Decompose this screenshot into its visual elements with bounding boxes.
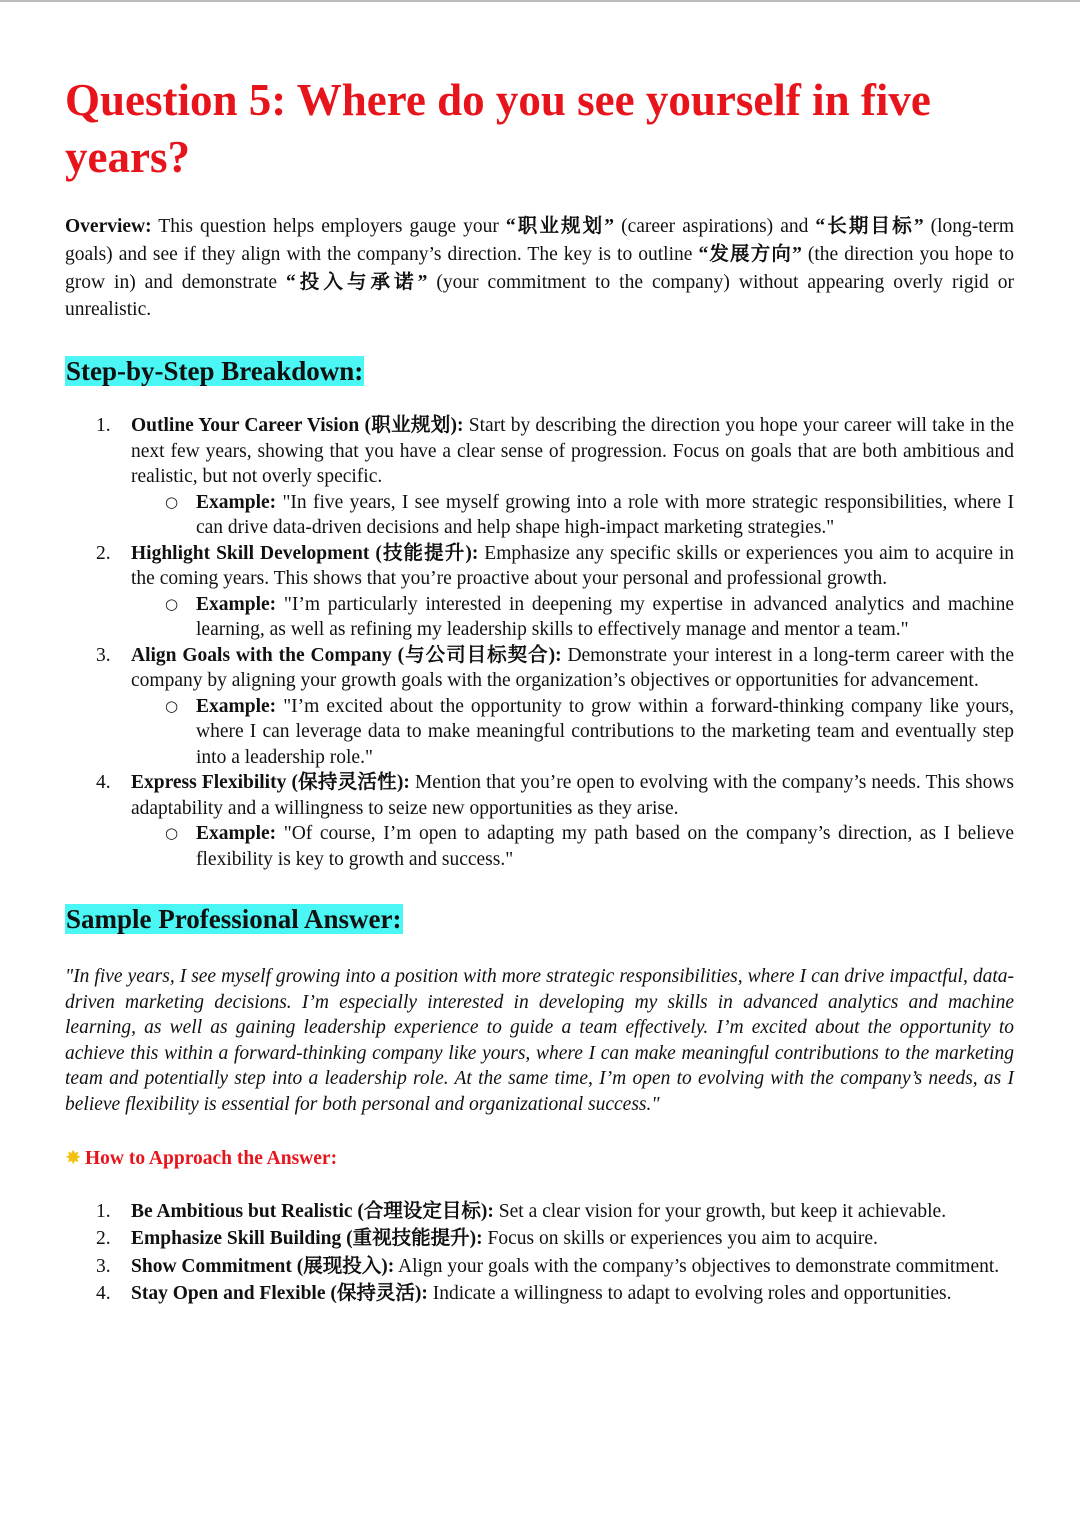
approach-heading [65, 1145, 1014, 1172]
tip-text: Indicate a willingness to adapt to evolving roles and opportunities. [427, 1283, 952, 1305]
tip-title: Stay Open and Flexible (保持灵活): [131, 1283, 428, 1305]
overview-text-2: (career aspirations) and [614, 216, 816, 237]
tip-item [65, 1281, 1014, 1307]
tip-number: 4. [96, 1283, 111, 1305]
step-title: Highlight Skill Development (技能提升): [131, 542, 479, 564]
tip-item [65, 1254, 1014, 1280]
overview-text-4: (the direction you hope to grow in) and demonstrate [65, 243, 1014, 293]
sample-heading [65, 902, 1014, 936]
step-title: Outline Your Career Vision (职业规划): [131, 415, 464, 437]
overview-text-5: (your commitment to the company) without appearing overly rigid or unrealistic. [65, 271, 1014, 321]
sample-heading-text: Sample Professional Answer: [66, 904, 402, 935]
tip-title: Be Ambitious but Realistic (合理设定目标): [131, 1200, 494, 1222]
example-item [165, 592, 1014, 643]
step-item [65, 541, 1014, 643]
document-page [65, 72, 1014, 1309]
overview-keyword-3: “发展方向” [698, 243, 802, 265]
overview-label: Overview: [65, 216, 152, 237]
step-title: Express Flexibility (保持灵活性): [131, 772, 410, 794]
tip-number: 1. [96, 1200, 111, 1222]
tip-text: Focus on skills or experiences you aim to acquire. [482, 1228, 878, 1250]
overview-keyword-4: “投入与承诺” [285, 271, 428, 293]
step-number: 4. [96, 772, 111, 794]
step-number: 3. [96, 644, 111, 666]
tip-title: Emphasize Skill Building (重视技能提升): [131, 1228, 483, 1250]
tip-text: Align your goals with the company’s objectives to demonstrate commitment. [394, 1255, 1000, 1277]
overview-text-1: This question helps employers gauge your [151, 216, 506, 237]
circle-bullet-icon: ○ [165, 594, 179, 613]
step-item [65, 770, 1014, 872]
overview-text-3: (long-term goals) and see if they align with the company’s direction. The key is to outline [65, 216, 1014, 265]
example-label: Example: [196, 593, 277, 615]
tip-number: 2. [96, 1228, 111, 1250]
example-label: Example: [196, 695, 277, 717]
overview-paragraph [65, 213, 1014, 324]
step-item [65, 643, 1014, 771]
example-label: Example: [196, 823, 277, 845]
breakdown-heading [65, 354, 1014, 388]
tip-text: Set a clear vision for your growth, but keep it achievable. [493, 1200, 947, 1222]
tip-number: 3. [96, 1255, 111, 1277]
example-item [165, 490, 1014, 541]
tips-list [65, 1199, 1014, 1307]
step-description: Emphasize any specific skills or experiences you aim to acquire in the coming years. This shows that you’re proactive about your personal and professional growth. [131, 542, 1015, 590]
step-number: 2. [96, 542, 111, 564]
sparkle-icon: ✸ [65, 1146, 82, 1170]
step-description: Start by describing the direction you hope your career will take in the next few years, showing that you have a clear sense of progression. Focus on goals that are both ambitious and realistic, but not overly specific. [131, 415, 1014, 488]
example-text: "I’m particularly interested in deepening my expertise in advanced analytics and machine learning, as well as refining my leadership skills to effectively manage and mentor a team." [196, 593, 1014, 641]
tip-item [65, 1226, 1014, 1252]
step-title: Align Goals with the Company (与公司目标契合): [131, 644, 562, 666]
step-number: 1. [96, 415, 111, 437]
example-text: "In five years, I see myself growing into a role with more strategic responsibilities, where I can drive data-driven decisions and help shape high-impact marketing strategies." [196, 491, 1014, 539]
circle-bullet-icon: ○ [165, 696, 179, 715]
step-description: Demonstrate your interest in a long-term career with the company by aligning your growth goals with the organization’s objectives or opportunities for advancement. [131, 644, 1014, 692]
example-item [165, 694, 1014, 771]
step-text [131, 643, 1014, 694]
page-title: Question 5: Where do you see yourself in five years? [65, 75, 931, 182]
tip-item [65, 1199, 1014, 1225]
example-item [165, 821, 1014, 872]
sample-answer: "In five years, I see myself growing into a position with more strategic responsibilities, where I can drive impactful, data-driven marketing decisions. I’m especially interested in developing my skills in advanced analytics and machine learning, as well as gaining leadership experience to guide a team effectively. I’m excited about the opportunity to achieve this within a forward-thinking company like yours, where I can make meaningful contributions to the marketing team and potentially step into a leadership role. At the same time, I’m open to evolving with the company’s needs, as I believe flexibility is essential for both personal and organizational success." [65, 966, 1014, 1115]
circle-bullet-icon: ○ [165, 492, 179, 511]
example-text: "I’m excited about the opportunity to grow within a forward-thinking company like yours, where I can leverage data to make meaningful contributions to the marketing team and eventually step into a leadership role." [196, 695, 1014, 768]
breakdown-heading-text: Step-by-Step Breakdown: [66, 356, 364, 387]
overview-keyword-2: “长期目标” [815, 216, 924, 237]
overview-keyword-1: “职业规划” [505, 216, 615, 237]
example-label: Example: [196, 491, 277, 513]
circle-bullet-icon: ○ [165, 824, 179, 843]
step-text [131, 541, 1014, 592]
example-text: "Of course, I’m open to adapting my path based on the company’s direction, as I believe flexibility is key to growth and success." [196, 823, 1014, 870]
step-item [65, 413, 1014, 541]
top-border [0, 0, 1080, 2]
step-text [131, 770, 1014, 821]
step-description: Mention that you’re open to evolving with the company’s needs. This shows adaptability and a willingness to seize new opportunities as they arise. [131, 772, 1014, 819]
step-text [131, 413, 1014, 490]
steps-list [65, 413, 1014, 872]
tip-title: Show Commitment (展现投入): [131, 1255, 395, 1277]
approach-heading-text: How to Approach the Answer: [85, 1148, 338, 1170]
